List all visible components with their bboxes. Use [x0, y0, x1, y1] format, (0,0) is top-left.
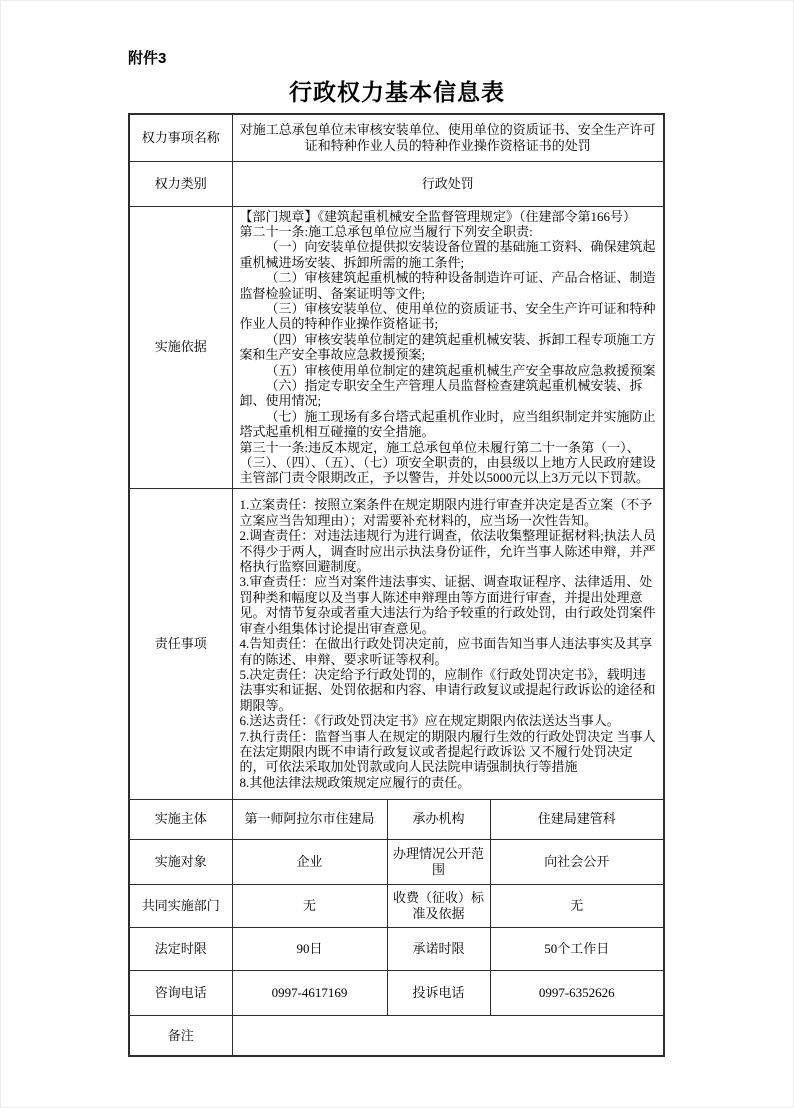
table-row [129, 161, 664, 206]
info-table [128, 113, 665, 1057]
row-label-subject: 实施主体 [129, 799, 232, 839]
basis-paragraph: 第二十一条:施工总承包单位应当履行下列安全职责: [239, 223, 533, 239]
duty-item: 6.送达责任：《行政处罚决定书》应在规定期限内依法送达当事人。 [239, 713, 620, 729]
row-label-complaint-phone: 投诉电话 [387, 970, 490, 1015]
table-row [129, 927, 664, 970]
row-label-duty: 责任事项 [129, 488, 232, 799]
duty-item: 8.其他法律法规政策规定应履行的责任。 [239, 774, 471, 790]
row-label-public-scope: 办理情况公开范围 [387, 839, 490, 884]
row-label-legal-time: 法定时限 [129, 927, 232, 970]
basis-paragraph: 第三十一条:违反本规定，施工总承包单位未履行第二十一条第（一）、（三）、（四）、（五）、（七）项安全职责的，由县级以上地方人民政府建设主管部门责令限期改正，予以警告，并处以5000元以上3万元以下罚款。 [239, 439, 656, 486]
table-row [129, 1015, 664, 1056]
basis-paragraph: （二）审核建筑起重机械的特种设备制造许可证、产品合格证、制造监督检验证明、备案证明等文件; [239, 270, 656, 301]
row-value-public-scope: 向社会公开 [490, 839, 664, 884]
row-value-consult-phone: 0997-4617169 [232, 970, 387, 1015]
row-label-promised-time: 承诺时限 [387, 927, 490, 970]
row-label-remark: 备注 [129, 1015, 232, 1056]
basis-paragraph: （三）审核安装单位、使用单位的资质证书、安全生产许可证和特种作业人员的特种作业操作资格证书; [239, 300, 656, 332]
row-label-joint-dept: 共同实施部门 [129, 884, 232, 927]
basis-paragraph: （四）审核安装单位制定的建筑起重机械安装、拆卸工程专项施工方案和生产安全事故应急救援预案; [239, 331, 656, 363]
row-value-legal-time: 90日 [232, 927, 387, 970]
basis-paragraph: 【部门规章】《建筑起重机械安全监督管理规定》（住建部令第166号） [239, 208, 637, 224]
row-label-category: 权力类别 [129, 161, 232, 206]
attachment-label: 附件3 [128, 50, 167, 67]
row-value-item-name: 对施工总承包单位未审核安装单位、使用单位的资质证书、安全生产许可证和特种作业人员的特种作业操作资格证书的处罚 [232, 114, 664, 161]
basis-paragraph: （六）指定专职安全生产管理人员监督检查建筑起重机械安装、拆卸、使用情况; [239, 377, 643, 409]
row-value-promised-time: 50个工作日 [490, 927, 664, 970]
duty-item: 1.立案责任：按照立案条件在规定期限内进行审查并决定是否立案（不予立案应当告知理由）；对需要补充材料的，应当场一次性告知。 [239, 497, 653, 528]
row-value-remark [232, 1015, 664, 1056]
row-label-fee-standard: 收费（征收）标准及依据 [387, 884, 490, 927]
row-value-target: 企业 [232, 839, 387, 884]
duty-item: 7.执行责任：监督当事人在规定的期限内履行生效的行政处罚决定 当事人在法定期限内既不申请行政复议或者提起行政诉讼 又不履行处罚决定的，可依法采取加处罚款或向人民法院申请强制执行等措施 [239, 728, 656, 775]
row-value-complaint-phone: 0997-6352626 [490, 970, 664, 1015]
row-value-basis [232, 206, 664, 488]
row-label-basis: 实施依据 [129, 206, 232, 488]
row-value-fee-standard: 无 [490, 884, 664, 927]
page-title: 行政权力基本信息表 [289, 80, 505, 105]
duty-item: 4.告知责任：在做出行政处罚决定前，应书面告知当事人违法事实及其享有的陈述、申辩、要求听证等权利。 [239, 636, 653, 667]
table-row [129, 114, 664, 161]
duty-item: 3.审查责任：应当对案件违法事实、证据、调查取证程序、法律适用、处罚种类和幅度以及当事人陈述申辩理由等方面进行审查，并提出处理意见。对情节复杂或者重大违法行为给予较重的行政处罚，由行政处罚案件审查小组集体讨论提出审查意见。 [239, 574, 656, 636]
row-label-item-name: 权力事项名称 [129, 114, 232, 161]
row-value-joint-dept: 无 [232, 884, 387, 927]
row-value-subject: 第一师阿拉尔市住建局 [232, 799, 387, 839]
row-label-target: 实施对象 [129, 839, 232, 884]
basis-paragraph: （七）施工现场有多台塔式起重机作业时，应当组织制定并实施防止塔式起重机相互碰撞的安全措施。 [239, 408, 656, 440]
table-row [129, 884, 664, 927]
row-value-duty [232, 488, 664, 799]
basis-paragraph: （一）向安装单位提供拟安装设备位置的基础施工资料、确保建筑起重机械进场安装、拆卸所需的施工条件; [239, 239, 656, 270]
table-row [129, 970, 664, 1015]
basis-paragraph: （五）审核使用单位制定的建筑起重机械生产安全事故应急救援预案 [265, 362, 656, 378]
duty-item: 2.调查责任：对违法违规行为进行调查，依法收集整理证据材料;执法人员不得少于两人，调查时应出示执法身份证件，允许当事人陈述申辩，并严格执行监察回避制度。 [239, 528, 656, 575]
table-row [129, 488, 664, 799]
table-row [129, 839, 664, 884]
table-row [129, 799, 664, 839]
row-label-agency: 承办机构 [387, 799, 490, 839]
duty-item: 5.决定责任：决定给予行政处罚的，应制作《行政处罚决定书》，载明违法事实和证据、处罚依据和内容、申请行政复议或提起行政诉讼的途径和期限等。 [239, 666, 656, 713]
table-row [129, 206, 664, 488]
row-value-agency: 住建局建管科 [490, 799, 664, 839]
row-value-category: 行政处罚 [232, 161, 664, 206]
row-label-consult-phone: 咨询电话 [129, 970, 232, 1015]
